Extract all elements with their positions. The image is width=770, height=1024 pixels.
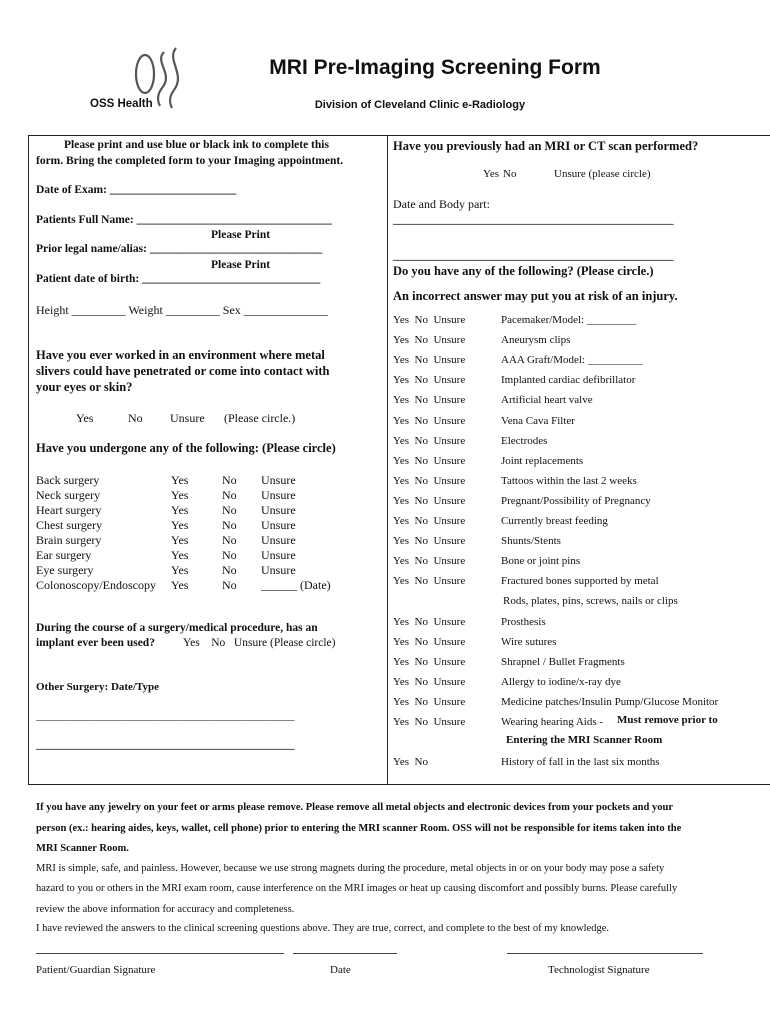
mri-info-1: MRI is simple, safe, and painless. However, because we use strong magnets during the procedure, metal objects in or on your body may pose a safety [36,863,665,874]
height-weight-sex-field[interactable]: Height _________ Weight _________ Sex ______________ [36,303,328,317]
metal-question-line-2: slivers could have penetrated or come into contact with [36,364,330,378]
surgery-no-option[interactable]: No [222,533,237,547]
surgery-yes-option[interactable]: Yes [171,578,189,592]
surgery-no-option[interactable]: No [222,548,237,562]
risk-item-label: Aneurysm clips [501,334,571,347]
date-body-line-2[interactable]: ___________________________________________________ [393,250,674,262]
date-body-line-1[interactable]: ___________________________________________________ [393,214,674,226]
risk-item-label: Shunts/Stents [501,535,561,548]
risk-item-label: Shrapnel / Bullet Fragments [501,655,625,668]
mri-info-2: hazard to you or others in the MRI exam room, cause interference on the MRI images or heat up causing discomfort and possibly burns. Please carefully [36,883,678,894]
risk-item-label: Implanted cardiac defibrillator [501,374,636,387]
surgery-unsure-option[interactable]: Unsure [261,533,296,547]
risk-item-options[interactable]: Yes No Unsure [393,615,466,628]
surgery-name: Ear surgery [36,548,92,562]
implant-question-line-1: During the course of a surgery/medical procedure, has an [36,622,318,634]
prev-scan-no-option[interactable]: No [503,168,517,180]
surgery-unsure-option[interactable]: Unsure [261,488,296,502]
prev-scan-yes-option[interactable]: Yes [483,168,500,180]
please-print-hint: Please Print [211,229,271,241]
metal-question-line-1: Have you ever worked in an environment where metal [36,348,325,362]
risk-item-options[interactable]: Yes No Unsure [393,515,466,527]
risk-item-label: Vena Cava Filter [501,414,575,427]
surgery-yes-option[interactable]: Yes [171,563,189,577]
metal-unsure-option[interactable]: Unsure [170,411,205,425]
please-print-hint: Please Print [211,259,271,271]
risk-warning: An incorrect answer may put you at risk of an injury. [393,289,678,303]
surgery-no-option[interactable]: No [222,578,237,592]
risk-item-options[interactable]: Yes No Unsure [393,675,466,688]
risk-item-label: Joint replacements [501,454,584,467]
risk-item-options[interactable]: Yes No Unsure [393,716,466,728]
surgery-yes-option[interactable]: Yes [171,473,189,487]
surgery-no-option[interactable]: No [222,518,237,532]
instructions-line-2: form. Bring the completed form to your Imaging appointment. [36,155,344,167]
jewelry-notice-3: MRI Scanner Room. [36,843,129,854]
risk-item-options[interactable]: Yes No Unsure [393,314,466,326]
risk-item-label: Prosthesis [501,615,546,628]
surgery-name: Neck surgery [36,488,101,502]
surgery-yes-option[interactable]: Yes [171,518,189,532]
metal-question-line-3: your eyes or skin? [36,380,133,394]
previous-scan-question: Have you previously had an MRI or CT scan performed? [393,139,699,153]
risk-item-options[interactable]: Yes No [393,756,428,769]
full-name-field[interactable]: Patients Full Name: __________________________________ [36,214,333,226]
following-question: Do you have any of the following? (Please circle.) [393,264,654,278]
attestation: I have reviewed the answers to the clinical screening questions above. They are true, correct, and complete to the best of my knowledge. [36,923,610,934]
surgery-name: Chest surgery [36,518,103,532]
risk-item-options[interactable]: Yes No Unsure [393,695,466,708]
risk-item-label: Allergy to iodine/x-ray dye [501,675,621,688]
risk-item-options[interactable]: Yes No Unsure [393,494,466,507]
technologist-signature-label: Technologist Signature [548,964,650,976]
prev-scan-unsure-option[interactable]: Unsure (please circle) [554,168,651,180]
patient-signature-label: Patient/Guardian Signature [36,964,156,976]
risk-item-label: Electrodes [501,434,548,447]
surgery-no-option[interactable]: No [222,563,237,577]
instructions-line-1: Please print and use blue or black ink to complete this [64,139,329,151]
risk-item-label: Tattoos within the last 2 weeks [501,474,637,487]
surgery-heading: Have you undergone any of the following: (Please circle) [36,441,336,455]
risk-item-label: Bone or joint pins [501,555,581,568]
risk-item-options[interactable]: Yes No Unsure [393,535,466,548]
surgery-no-option[interactable]: No [222,503,237,517]
form-subtitle: Division of Cleveland Clinic e-Radiology [314,99,526,111]
risk-item-options[interactable]: Yes No Unsure [393,354,466,367]
metal-yes-option[interactable]: Yes [76,411,94,425]
surgery-name: Brain surgery [36,533,102,547]
implant-options[interactable]: Yes No Unsure (Please circle) [183,637,336,649]
risk-item-options[interactable]: Yes No Unsure [393,655,466,668]
column-divider [387,135,388,785]
risk-item-options[interactable]: Yes No Unsure [393,434,466,447]
risk-item-options[interactable]: Yes No Unsure [393,394,466,407]
implant-question-line-2: implant ever been used? [36,637,155,649]
risk-item-label: Wire sutures [501,635,557,648]
surgery-unsure-option[interactable]: Unsure [261,503,296,517]
surgery-unsure-option[interactable]: ______ (Date) [261,578,331,592]
form-title: MRI Pre-Imaging Screening Form [269,56,601,79]
date-signature-line[interactable] [293,953,397,954]
surgery-yes-option[interactable]: Yes [171,548,189,562]
surgery-name: Back surgery [36,473,100,487]
surgery-unsure-option[interactable]: Unsure [261,548,296,562]
jewelry-notice-2: person (ex.: hearing aides, keys, wallet, cell phone) prior to entering the MRI scanner Room. OSS will not be responsible for items taken into the [36,823,682,834]
risk-item-options[interactable]: Yes No Unsure [393,454,466,467]
jewelry-notice-1: If you have any jewelry on your feet or arms please remove. Please remove all metal objects and electronic devices from your pockets and your [36,802,673,813]
risk-item-options[interactable]: Yes No Unsure [393,635,466,648]
metal-circle-hint: (Please circle.) [224,411,296,425]
risk-item-label: Artificial heart valve [501,394,593,407]
date-body-part-label: Date and Body part: [393,197,490,211]
risk-item-options[interactable]: Yes No Unsure [393,474,466,487]
surgery-unsure-option[interactable]: Unsure [261,518,296,532]
surgery-name: Colonoscopy/Endoscopy [36,578,156,592]
logo-text: OSS Health [90,98,153,110]
risk-item-label: Wearing hearing Aids - [501,716,604,728]
risk-item-options[interactable]: Yes No Unsure [393,334,466,347]
surgery-unsure-option[interactable]: Unsure [261,563,296,577]
risk-item-label: Rods, plates, pins, screws, nails or clips [503,595,678,608]
risk-item-options[interactable]: Yes No Unsure [393,414,466,427]
date-signature-label: Date [330,964,351,976]
surgery-no-option[interactable]: No [222,488,237,502]
risk-item-label: Medicine patches/Insulin Pump/Glucose Monitor [501,695,719,708]
surgery-name: Eye surgery [36,563,94,577]
risk-item-label: Fractured bones supported by metal [501,575,659,588]
hearing-aid-warning-2: Entering the MRI Scanner Room [506,734,663,746]
date-of-exam-field[interactable]: Date of Exam: ______________________ [36,184,237,196]
risk-item-label: Currently breast feeding [501,515,608,527]
dob-field[interactable]: Patient date of birth: _______________________________ [36,273,321,285]
risk-item-options[interactable]: Yes No Unsure [393,575,466,588]
hearing-aid-warning: Must remove prior to [617,714,718,726]
risk-item-label: Pacemaker/Model: _________ [501,314,637,326]
risk-item-label: AAA Graft/Model: __________ [501,354,643,367]
patient-signature-line[interactable] [36,953,284,954]
mri-info-3: review the above information for accuracy and completeness. [36,904,295,915]
surgery-no-option[interactable]: No [222,473,237,487]
surgery-yes-option[interactable]: Yes [171,488,189,502]
technologist-signature-line[interactable] [507,953,703,954]
risk-item-label: Pregnant/Possibility of Pregnancy [501,494,651,507]
prior-name-field[interactable]: Prior legal name/alias: ______________________________ [36,243,323,255]
risk-item-options[interactable]: Yes No Unsure [393,374,466,387]
surgery-yes-option[interactable]: Yes [171,503,189,517]
surgery-unsure-option[interactable]: Unsure [261,473,296,487]
risk-item-label: History of fall in the last six months [501,756,660,769]
risk-item-options[interactable]: Yes No Unsure [393,555,466,568]
other-surgery-line-2[interactable]: _______________________________________________ [36,739,295,751]
metal-no-option[interactable]: No [128,411,143,425]
other-surgery-label: Other Surgery: Date/Type [36,681,160,693]
surgery-name: Heart surgery [36,503,102,517]
other-surgery-line-1[interactable]: _______________________________________________ [36,710,295,722]
surgery-yes-option[interactable]: Yes [171,533,189,547]
